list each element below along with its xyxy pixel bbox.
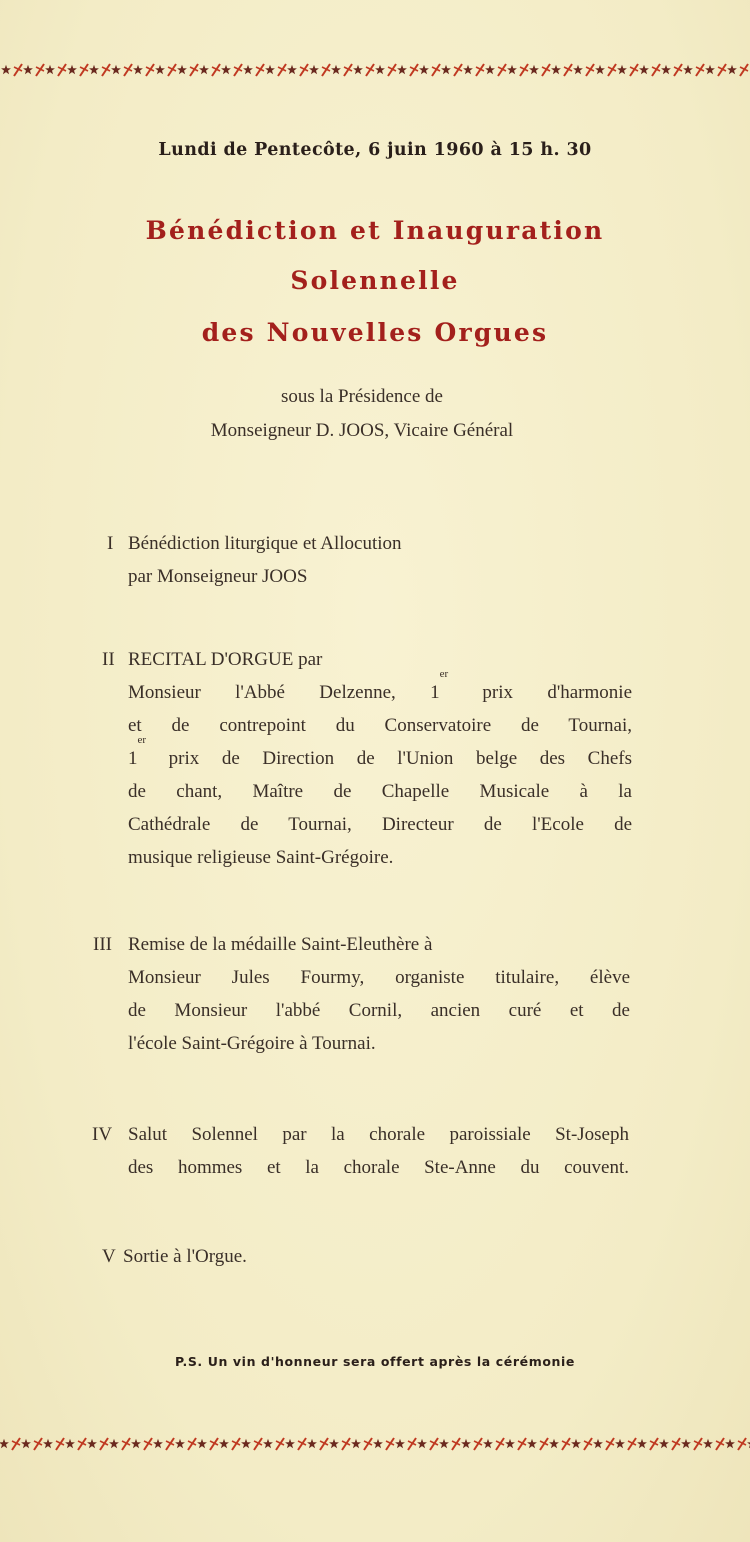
- cross-ornament-icon: [144, 1438, 152, 1450]
- star-ornament-icon: [131, 1439, 141, 1448]
- cross-ornament-icon: [584, 1438, 592, 1450]
- star-ornament-icon: [43, 1439, 53, 1448]
- cross-ornament-icon: [652, 64, 660, 76]
- star-ornament-icon: [637, 1439, 647, 1448]
- star-ornament-icon: [661, 65, 671, 74]
- star-ornament-icon: [307, 1439, 317, 1448]
- program-line: Remise de la médaille Saint-Eleuthère à: [128, 934, 433, 955]
- star-ornament-icon: [45, 65, 55, 74]
- star-ornament-icon: [373, 1439, 383, 1448]
- cross-ornament-icon: [212, 64, 220, 76]
- star-ornament-icon: [397, 65, 407, 74]
- top-ornament-border: [0, 58, 750, 84]
- star-ornament-icon: [505, 1439, 515, 1448]
- title-line-1: Bénédiction et Inauguration: [145, 216, 605, 245]
- cross-ornament-icon: [36, 64, 44, 76]
- cross-ornament-icon: [278, 64, 286, 76]
- cross-ornament-icon: [58, 64, 66, 76]
- star-ornament-icon: [463, 65, 473, 74]
- program-line: et de contrepoint du Conservatoire de Tournai,: [128, 715, 632, 736]
- cross-ornament-icon: [476, 64, 484, 76]
- star-ornament-icon: [439, 1439, 449, 1448]
- cross-ornament-icon: [122, 1438, 130, 1450]
- cross-ornament-icon: [124, 64, 132, 76]
- star-ornament-icon: [441, 65, 451, 74]
- superscript-er: er: [137, 734, 147, 746]
- cross-ornament-icon: [410, 64, 418, 76]
- program-line: Sortie à l'Orgue.: [123, 1246, 247, 1267]
- star-ornament-icon: [153, 1439, 163, 1448]
- cross-ornament-icon: [564, 64, 572, 76]
- cross-ornament-icon: [498, 64, 506, 76]
- star-ornament-icon: [483, 1439, 493, 1448]
- cross-ornament-icon: [716, 1438, 724, 1450]
- star-ornament-icon: [21, 1439, 31, 1448]
- star-ornament-icon: [527, 1439, 537, 1448]
- title-line-2: Solennelle: [290, 266, 460, 295]
- program-line: des hommes et la chorale Ste-Anne du couvent.: [128, 1157, 629, 1178]
- star-ornament-icon: [263, 1439, 273, 1448]
- cross-ornament-icon: [452, 1438, 460, 1450]
- cross-ornament-icon: [432, 64, 440, 76]
- cross-ornament-icon: [14, 64, 22, 76]
- star-ornament-icon: [133, 65, 143, 74]
- star-ornament-icon: [683, 65, 693, 74]
- cross-ornament-icon: [210, 1438, 218, 1450]
- star-ornament-icon: [571, 1439, 581, 1448]
- star-ornament-icon: [65, 1439, 75, 1448]
- star-ornament-icon: [639, 65, 649, 74]
- star-ornament-icon: [551, 65, 561, 74]
- star-ornament-icon: [0, 1439, 9, 1448]
- cross-ornament-icon: [562, 1438, 570, 1450]
- star-ornament-icon: [593, 1439, 603, 1448]
- star-ornament-icon: [23, 65, 33, 74]
- star-ornament-icon: [87, 1439, 97, 1448]
- cross-ornament-icon: [388, 64, 396, 76]
- cross-ornament-icon: [78, 1438, 86, 1450]
- star-ornament-icon: [485, 65, 495, 74]
- star-ornament-icon: [507, 65, 517, 74]
- star-ornament-icon: [595, 65, 605, 74]
- program-line: Bénédiction liturgique et Allocution: [128, 533, 402, 554]
- star-ornament-icon: [395, 1439, 405, 1448]
- event-date: Lundi de Pentecôte, 6 juin 1960 à 15 h. 30: [158, 140, 592, 160]
- star-ornament-icon: [109, 1439, 119, 1448]
- star-ornament-icon: [419, 65, 429, 74]
- star-ornament-icon: [287, 65, 297, 74]
- star-ornament-icon: [177, 65, 187, 74]
- program-numeral: IV: [92, 1124, 113, 1145]
- star-ornament-icon: [67, 65, 77, 74]
- star-ornament-icon: [197, 1439, 207, 1448]
- cross-ornament-icon: [166, 1438, 174, 1450]
- cross-ornament-icon: [102, 64, 110, 76]
- program-line: l'école Saint-Grégoire à Tournai.: [128, 1033, 376, 1054]
- cross-ornament-icon: [628, 1438, 636, 1450]
- program-item-3: [93, 928, 633, 1060]
- cross-ornament-icon: [608, 64, 616, 76]
- cross-ornament-icon: [674, 64, 682, 76]
- cross-ornament-icon: [474, 1438, 482, 1450]
- cross-ornament-icon: [298, 1438, 306, 1450]
- superscript-er: er: [439, 668, 449, 680]
- program-line: Monsieur Jules Fourmy, organiste titulaire, élève: [128, 967, 630, 988]
- program-numeral: V: [102, 1246, 116, 1267]
- program-line: Cathédrale de Tournai, Directeur de l'Ecole de: [128, 814, 632, 835]
- program-line: 1er prix de Direction de l'Union belge des Chefs: [128, 734, 632, 769]
- program-item-1: [107, 527, 627, 593]
- cross-ornament-icon: [146, 64, 154, 76]
- cross-ornament-icon: [696, 64, 704, 76]
- star-ornament-icon: [89, 65, 99, 74]
- star-ornament-icon: [461, 1439, 471, 1448]
- program-item-2: [102, 643, 632, 874]
- cross-ornament-icon: [606, 1438, 614, 1450]
- cross-ornament-icon: [430, 1438, 438, 1450]
- cross-ornament-icon: [386, 1438, 394, 1450]
- star-ornament-icon: [175, 1439, 185, 1448]
- cross-ornament-icon: [168, 64, 176, 76]
- star-ornament-icon: [329, 1439, 339, 1448]
- star-ornament-icon: [705, 65, 715, 74]
- cross-ornament-icon: [672, 1438, 680, 1450]
- cross-ornament-icon: [322, 64, 330, 76]
- cross-ornament-icon: [344, 64, 352, 76]
- cross-ornament-icon: [12, 1438, 20, 1450]
- star-ornament-icon: [617, 65, 627, 74]
- cross-ornament-icon: [190, 64, 198, 76]
- cross-ornament-icon: [100, 1438, 108, 1450]
- cross-ornament-icon: [300, 64, 308, 76]
- cross-ornament-icon: [718, 64, 726, 76]
- star-ornament-icon: [285, 1439, 295, 1448]
- star-ornament-icon: [375, 65, 385, 74]
- star-ornament-icon: [219, 1439, 229, 1448]
- star-ornament-icon: [241, 1439, 251, 1448]
- star-ornament-icon: [353, 65, 363, 74]
- star-ornament-icon: [199, 65, 209, 74]
- star-ornament-icon: [265, 65, 275, 74]
- star-ornament-icon: [573, 65, 583, 74]
- cross-ornament-icon: [694, 1438, 702, 1450]
- postscript: P.S. Un vin d'honneur sera offert après la cérémonie: [175, 1354, 575, 1369]
- cross-ornament-icon: [188, 1438, 196, 1450]
- program-line: par Monseigneur JOOS: [128, 566, 308, 587]
- cross-ornament-icon: [364, 1438, 372, 1450]
- program-numeral: II: [102, 649, 115, 670]
- cross-ornament-icon: [342, 1438, 350, 1450]
- star-ornament-icon: [659, 1439, 669, 1448]
- program-line: musique religieuse Saint-Grégoire.: [128, 847, 394, 868]
- cross-ornament-icon: [740, 64, 748, 76]
- star-ornament-icon: [703, 1439, 713, 1448]
- program-line: de Monsieur l'abbé Cornil, ancien curé et de: [128, 1000, 630, 1021]
- program-line: Salut Solennel par la chorale paroissiale St-Joseph: [128, 1124, 629, 1145]
- star-ornament-icon: [549, 1439, 559, 1448]
- cross-ornament-icon: [630, 64, 638, 76]
- cross-ornament-icon: [34, 1438, 42, 1450]
- star-ornament-icon: [725, 1439, 735, 1448]
- cross-ornament-icon: [540, 1438, 548, 1450]
- star-ornament-icon: [681, 1439, 691, 1448]
- bottom-ornament-border: [0, 1432, 750, 1458]
- cross-ornament-icon: [650, 1438, 658, 1450]
- presidence-line-2: Monseigneur D. JOOS, Vicaire Général: [210, 420, 514, 441]
- star-ornament-icon: [417, 1439, 427, 1448]
- cross-ornament-icon: [234, 64, 242, 76]
- program-numeral: III: [93, 934, 112, 955]
- cross-ornament-icon: [320, 1438, 328, 1450]
- program-numeral: I: [107, 533, 114, 554]
- cross-ornament-icon: [542, 64, 550, 76]
- star-ornament-icon: [331, 65, 341, 74]
- cross-ornament-icon: [586, 64, 594, 76]
- star-ornament-icon: [727, 65, 737, 74]
- program-item-4: [92, 1118, 632, 1184]
- presidence-line-1: sous la Présidence de: [281, 386, 443, 407]
- star-ornament-icon: [615, 1439, 625, 1448]
- cross-ornament-icon: [232, 1438, 240, 1450]
- cross-ornament-icon: [80, 64, 88, 76]
- star-ornament-icon: [309, 65, 319, 74]
- program-line: de chant, Maître de Chapelle Musicale à la: [128, 781, 632, 802]
- star-ornament-icon: [1, 65, 11, 74]
- star-ornament-icon: [221, 65, 231, 74]
- star-ornament-icon: [155, 65, 165, 74]
- cross-ornament-icon: [518, 1438, 526, 1450]
- cross-ornament-icon: [276, 1438, 284, 1450]
- program-item-5: [102, 1240, 622, 1273]
- star-ornament-icon: [111, 65, 121, 74]
- title-line-3: des Nouvelles Orgues: [201, 318, 549, 347]
- cross-ornament-icon: [254, 1438, 262, 1450]
- cross-ornament-icon: [256, 64, 264, 76]
- star-ornament-icon: [529, 65, 539, 74]
- cross-ornament-icon: [366, 64, 374, 76]
- star-ornament-icon: [351, 1439, 361, 1448]
- star-ornament-icon: [243, 65, 253, 74]
- program-line: Monsieur l'Abbé Delzenne, 1er prix d'harmonie: [128, 668, 633, 703]
- cross-ornament-icon: [496, 1438, 504, 1450]
- cross-ornament-icon: [738, 1438, 746, 1450]
- cross-ornament-icon: [408, 1438, 416, 1450]
- cross-ornament-icon: [56, 1438, 64, 1450]
- program-line: RECITAL D'ORGUE par: [128, 649, 323, 670]
- cross-ornament-icon: [520, 64, 528, 76]
- cross-ornament-icon: [454, 64, 462, 76]
